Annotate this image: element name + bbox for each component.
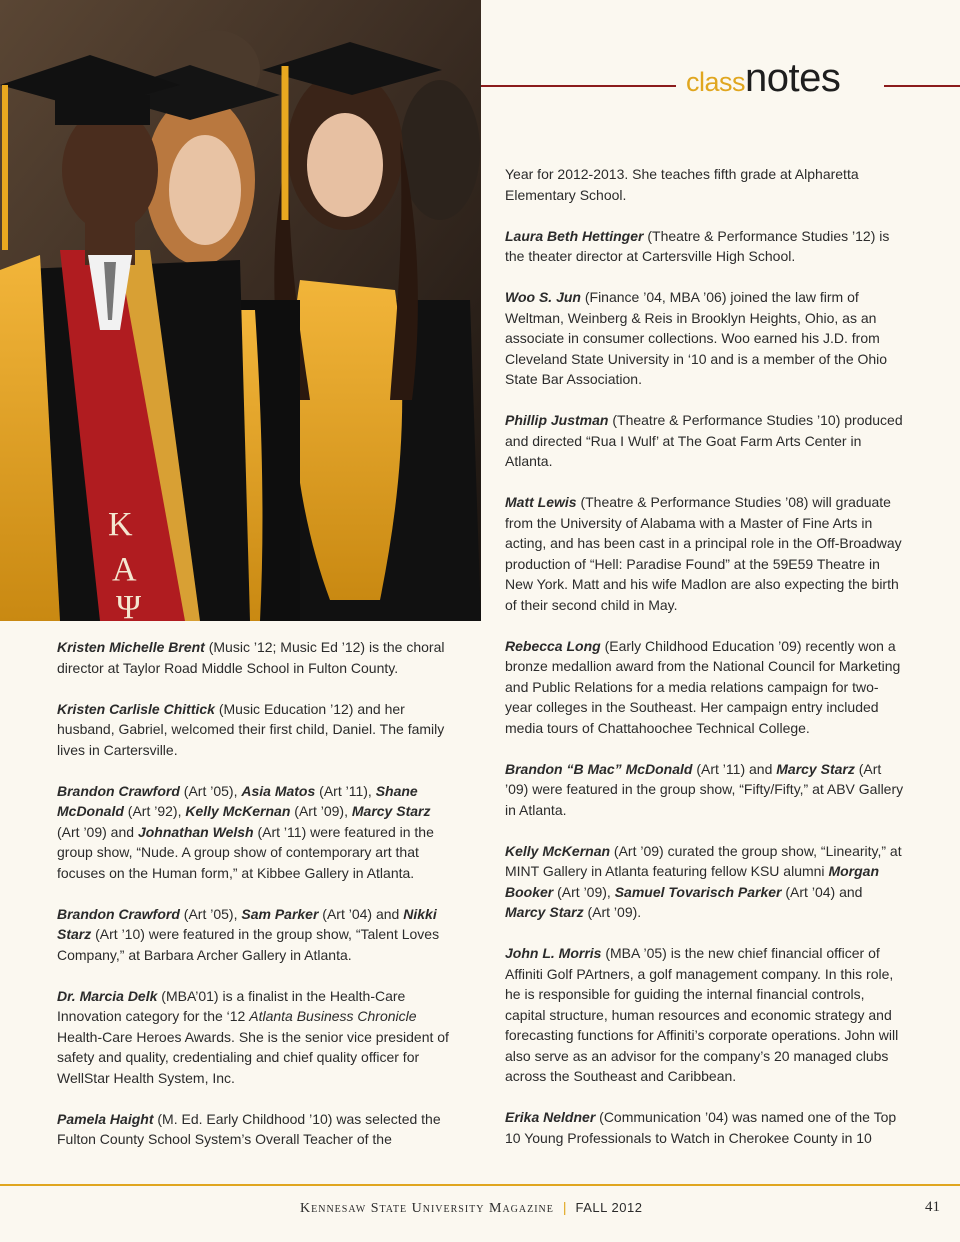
class-notes-left-column — [57, 637, 455, 1170]
magazine-name: Kennesaw State University Magazine — [300, 1201, 554, 1216]
class-note-entry — [505, 943, 905, 1087]
graduation-photo — [0, 0, 481, 621]
class-note-entry — [505, 841, 905, 923]
footer-rule — [0, 1184, 960, 1186]
class-note-entry — [57, 637, 455, 678]
class-note-entry — [57, 1109, 455, 1150]
entry-text: (MBA’01) is a finalist in the Health-Care Innovation category for the ‘12 — [57, 987, 406, 1024]
section-title — [686, 56, 840, 102]
entry-text: (Art ’05), — [179, 905, 242, 922]
class-note-entry — [57, 986, 455, 1089]
entry-text: (Early Childhood Education ’09) recently won a bronze medallion award from the National Council for Marketing and Public Relations for a media relations campaign for two-year colleges in the Southeast. Her campaign entry included media tours of Chattahoochee Technical College. — [505, 637, 901, 736]
alumni-name: John L. Morris — [505, 945, 602, 961]
alumni-name: Samuel Tovarisch Parker — [614, 883, 782, 900]
entry-text: (Communication ’04) was named one of the Top 10 Young Professionals to Watch in Cherokee County in 10 — [505, 1109, 897, 1146]
entry-text: (Art ’09) and — [57, 823, 138, 840]
entry-text: (Art ’11) and — [692, 760, 777, 777]
entry-text: (Art ’09) were featured in the group show, “Fifty/Fifty,” at ABV Gallery in Atlanta. — [505, 760, 904, 818]
alumni-name: Erika Neldner — [505, 1109, 596, 1125]
class-note-entry — [505, 226, 905, 267]
entry-text: (MBA ’05) is the new chief financial officer of Affiniti Golf PArtners, a golf management company. In this role, he is responsible for guiding the internal financial controls, capital structure, human resources and economic strategy and forecasting functions for Affiniti’s corporate operations. John will also serve as an advisor for the company’s 20 managed clubs across the Southeast and Caribbean. — [505, 945, 899, 1084]
class-note-entry — [57, 781, 455, 884]
header-rule-left — [481, 85, 676, 87]
page-number: 41 — [925, 1199, 940, 1215]
sash-letter-alpha: Α — [112, 551, 137, 588]
entry-text: (Music ’12; Music Ed ’12) is the choral director at Taylor Road Middle School in Fulton County. — [57, 639, 445, 676]
alumni-name: Nikki Starz — [57, 905, 437, 942]
class-note-entry — [505, 410, 905, 472]
entry-text: (Art ’04) and — [781, 883, 863, 900]
header-rule-right — [884, 85, 960, 87]
entry-text: (Art ’09), — [553, 883, 615, 900]
alumni-name: Rebecca Long — [505, 637, 601, 654]
section-title-notes: notes — [745, 56, 841, 100]
alumni-name: Brandon “B Mac” McDonald — [505, 760, 693, 777]
publication-title: Atlanta Business Chronicle — [249, 1008, 417, 1024]
entry-text: (Finance ’04, MBA ’06) joined the law firm of Weltman, Weinberg & Reis in Brooklyn Heights, Ohio, as an associate in consumer collections. Woo earned his J.D. from Cleveland State University in ‘10 and is a member of the Ohio State Bar Association. — [505, 289, 888, 387]
alumni-name: Brandon Crawford — [57, 782, 180, 799]
entry-text: (M. Ed. Early Childhood ’10) was selected the Fulton County School System’s Overall Teacher of the — [57, 1110, 441, 1147]
alumni-name: Marcy Starz — [776, 760, 855, 777]
footer-separator: | — [562, 1199, 567, 1215]
alumni-name: Morgan Booker — [505, 863, 879, 900]
class-note-entry — [505, 164, 905, 205]
alumni-name: Dr. Marcia Delk — [57, 987, 158, 1004]
graduation-photo-illustration — [0, 0, 481, 621]
alumni-name: Johnathan Welsh — [137, 823, 254, 840]
running-footer — [300, 1199, 642, 1221]
entry-text: (Art ’10) were featured in the group show, “Talent Loves Company,” at Barbara Archer Gallery in Atlanta. — [57, 926, 440, 963]
entry-text: (Theatre & Performance Studies ’10) produced and directed “Rua I Wulf’ at The Goat Farm Arts Center in Atlanta. — [505, 412, 903, 469]
class-note-entry — [505, 636, 905, 739]
entry-text: (Art ’09), — [290, 803, 352, 819]
alumni-name: Phillip Justman — [505, 412, 609, 428]
alumni-name: Marcy Starz — [351, 803, 431, 819]
alumni-name: Matt Lewis — [505, 494, 577, 510]
entry-text: (Theatre & Performance Studies ’12) is the theater director at Cartersville High School. — [505, 227, 890, 264]
alumni-name: Pamela Haight — [57, 1110, 154, 1127]
class-note-entry — [505, 287, 905, 390]
class-note-entry — [505, 759, 905, 821]
entry-text: (Art ’05), — [179, 782, 242, 799]
entry-text: (Art ’09). — [583, 904, 642, 920]
class-note-entry — [505, 1107, 905, 1148]
class-notes-right-column — [505, 164, 905, 1169]
entry-text: (Art ’11) were featured in the group show, “Nude. A group show of contemporary art that focuses on the Human form,” at Kibbee Gallery in Atlanta. — [57, 823, 434, 881]
entry-text: (Art ’09) curated the group show, “Linearity,” at MINT Gallery in Atlanta featuring fellow KSU alumni — [505, 842, 902, 879]
sash-letter-kappa: Κ — [108, 506, 133, 543]
issue-date: FALL 2012 — [575, 1200, 643, 1215]
alumni-name: Woo S. Jun — [505, 289, 581, 305]
alumni-name: Laura Beth Hettinger — [505, 227, 644, 244]
entry-text: (Theatre & Performance Studies ’08) will graduate from the University of Alabama with a Master of Fine Arts in acting, and has been cast in a principal role in the Off-Broadway production of “Hell: Paradise Found” at the 59E59 Theatre in New York. Matt and his wife Madlon are also expecting the birth of their second child in May. — [505, 494, 902, 613]
entry-text: (Art ’11), — [315, 782, 376, 799]
alumni-name: Asia Matos — [241, 782, 316, 799]
class-note-entry — [57, 699, 455, 761]
alumni-name: Kristen Michelle Brent — [57, 639, 205, 655]
class-note-entry — [505, 492, 905, 615]
sash-letter-psi: Ψ — [116, 589, 142, 621]
class-note-entry — [57, 904, 455, 966]
entry-text: Year for 2012-2013. She teaches fifth grade at Alpharetta Elementary School. — [505, 166, 859, 203]
entry-text: (Art ’04) and — [318, 905, 404, 922]
alumni-name: Kelly McKernan — [505, 842, 611, 859]
alumni-name: Sam Parker — [241, 905, 319, 922]
alumni-name: Shane McDonald — [57, 782, 418, 819]
alumni-name: Brandon Crawford — [57, 905, 180, 922]
entry-text: (Art ’92), — [123, 803, 186, 819]
entry-text: (Music Education ’12) and her husband, Gabriel, welcomed their first child, Daniel. The family lives in Cartersville. — [57, 700, 445, 758]
entry-text: Health-Care Heroes Awards. She is the senior vice president of safety and quality, credentialing and chief quality officer for WellStar Health System, Inc. — [57, 1028, 449, 1086]
alumni-name: Kristen Carlisle Chittick — [57, 700, 215, 717]
alumni-name: Kelly McKernan — [185, 803, 291, 819]
section-title-class: class — [686, 67, 746, 97]
alumni-name: Marcy Starz — [505, 904, 584, 920]
